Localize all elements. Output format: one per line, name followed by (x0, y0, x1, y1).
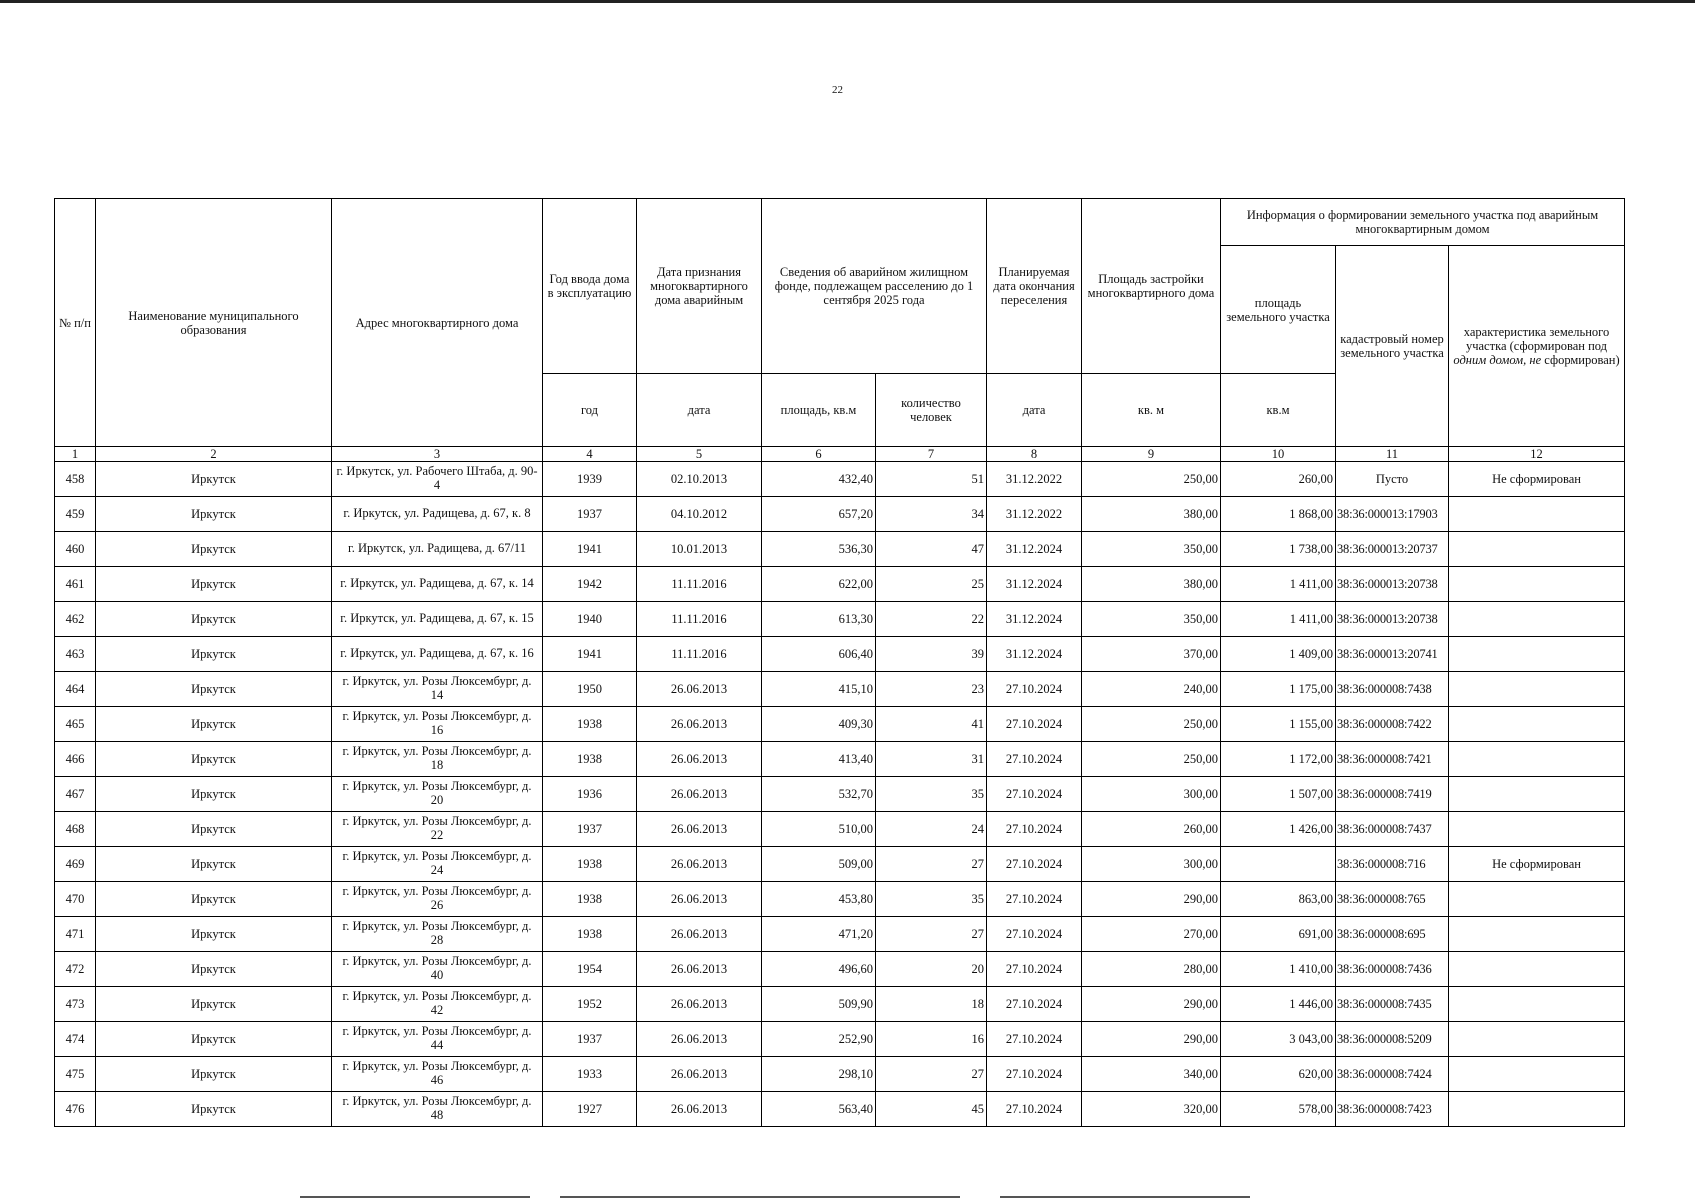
unit-planned-date: дата (987, 374, 1082, 447)
column-number: 3 (332, 447, 543, 462)
column-number: 6 (762, 447, 876, 462)
land-characteristic-cell (1449, 952, 1625, 987)
address-cell: г. Иркутск, ул. Розы Люксембург, д. 16 (332, 707, 543, 742)
table-row (55, 812, 1625, 847)
recognition-date-cell: 26.06.2013 (637, 777, 762, 812)
emergency-area-cell: 509,00 (762, 847, 876, 882)
land-characteristic-cell (1449, 1092, 1625, 1127)
land-characteristic-cell (1449, 602, 1625, 637)
cadastral-number-cell: 38:36:000008:7423 (1336, 1092, 1449, 1127)
people-count-cell: 27 (876, 917, 987, 952)
building-area-cell: 350,00 (1082, 532, 1221, 567)
planned-date-cell: 31.12.2022 (987, 462, 1082, 497)
municipality-cell: Иркутск (96, 1057, 332, 1092)
planned-date-cell: 27.10.2024 (987, 672, 1082, 707)
cadastral-number-cell: 38:36:000008:7419 (1336, 777, 1449, 812)
unit-area: площадь, кв.м (762, 374, 876, 447)
address-cell: г. Иркутск, ул. Розы Люксембург, д. 40 (332, 952, 543, 987)
year-cell: 1933 (543, 1057, 637, 1092)
row-number-cell: 469 (55, 847, 96, 882)
header-planned-date: Планируемая дата окончания переселения (987, 199, 1082, 374)
municipality-cell: Иркутск (96, 1022, 332, 1057)
table-row (55, 462, 1625, 497)
row-number-cell: 464 (55, 672, 96, 707)
scan-line-mark (300, 1196, 530, 1198)
address-cell: г. Иркутск, ул. Розы Люксембург, д. 20 (332, 777, 543, 812)
page-number: 22 (832, 84, 843, 96)
cadastral-number-cell: Пусто (1336, 462, 1449, 497)
building-area-cell: 380,00 (1082, 567, 1221, 602)
planned-date-cell: 27.10.2024 (987, 707, 1082, 742)
building-area-cell: 290,00 (1082, 882, 1221, 917)
building-area-cell: 290,00 (1082, 1022, 1221, 1057)
planned-date-cell: 31.12.2024 (987, 602, 1082, 637)
planned-date-cell: 27.10.2024 (987, 1022, 1082, 1057)
column-number-row (55, 447, 1625, 462)
table-row (55, 847, 1625, 882)
cadastral-number-cell: 38:36:000008:7437 (1336, 812, 1449, 847)
land-area-cell: 578,00 (1221, 1092, 1336, 1127)
emergency-housing-table (54, 198, 1625, 1127)
year-cell: 1938 (543, 707, 637, 742)
cadastral-number-cell: 38:36:000008:7438 (1336, 672, 1449, 707)
row-number-cell: 461 (55, 567, 96, 602)
municipality-cell: Иркутск (96, 497, 332, 532)
land-characteristic-cell (1449, 917, 1625, 952)
emergency-area-cell: 252,90 (762, 1022, 876, 1057)
land-characteristic-cell (1449, 812, 1625, 847)
column-number: 2 (96, 447, 332, 462)
municipality-cell: Иркутск (96, 777, 332, 812)
cadastral-number-cell: 38:36:000008:7435 (1336, 987, 1449, 1022)
column-number: 11 (1336, 447, 1449, 462)
planned-date-cell: 27.10.2024 (987, 882, 1082, 917)
planned-date-cell: 27.10.2024 (987, 777, 1082, 812)
address-cell: г. Иркутск, ул. Розы Люксембург, д. 28 (332, 917, 543, 952)
land-characteristic-cell (1449, 567, 1625, 602)
land-area-cell (1221, 847, 1336, 882)
municipality-cell: Иркутск (96, 462, 332, 497)
municipality-cell: Иркутск (96, 987, 332, 1022)
scan-line-mark (560, 1196, 960, 1198)
people-count-cell: 47 (876, 532, 987, 567)
people-count-cell: 41 (876, 707, 987, 742)
land-characteristic-cell (1449, 532, 1625, 567)
planned-date-cell: 31.12.2024 (987, 532, 1082, 567)
recognition-date-cell: 11.11.2016 (637, 602, 762, 637)
emergency-area-cell: 432,40 (762, 462, 876, 497)
header-recognition-date: Дата признания многоквартирного дома аварийным (637, 199, 762, 374)
address-cell: г. Иркутск, ул. Розы Люксембург, д. 42 (332, 987, 543, 1022)
unit-people: количество человек (876, 374, 987, 447)
table-row (55, 637, 1625, 672)
header-land-characteristic (1449, 246, 1625, 447)
recognition-date-cell: 26.06.2013 (637, 987, 762, 1022)
emergency-area-cell: 496,60 (762, 952, 876, 987)
emergency-area-cell: 606,40 (762, 637, 876, 672)
land-area-cell: 1 868,00 (1221, 497, 1336, 532)
emergency-area-cell: 532,70 (762, 777, 876, 812)
header-land-area: площадь земельного участка (1221, 246, 1336, 374)
address-cell: г. Иркутск, ул. Розы Люксембург, д. 26 (332, 882, 543, 917)
table-row (55, 742, 1625, 777)
people-count-cell: 22 (876, 602, 987, 637)
table-row (55, 952, 1625, 987)
unit-date: дата (637, 374, 762, 447)
cadastral-number-cell: 38:36:000008:765 (1336, 882, 1449, 917)
land-area-cell: 1 409,00 (1221, 637, 1336, 672)
land-area-cell: 1 426,00 (1221, 812, 1336, 847)
emergency-area-cell: 622,00 (762, 567, 876, 602)
municipality-cell: Иркутск (96, 567, 332, 602)
land-characteristic-cell (1449, 1022, 1625, 1057)
land-characteristic-cell (1449, 1057, 1625, 1092)
planned-date-cell: 27.10.2024 (987, 1092, 1082, 1127)
year-cell: 1950 (543, 672, 637, 707)
land-area-cell: 1 738,00 (1221, 532, 1336, 567)
unit-land-area: кв.м (1221, 374, 1336, 447)
emergency-area-cell: 415,10 (762, 672, 876, 707)
land-area-cell: 260,00 (1221, 462, 1336, 497)
year-cell: 1936 (543, 777, 637, 812)
planned-date-cell: 31.12.2024 (987, 637, 1082, 672)
municipality-cell: Иркутск (96, 532, 332, 567)
land-area-cell: 863,00 (1221, 882, 1336, 917)
cadastral-number-cell: 38:36:000008:7422 (1336, 707, 1449, 742)
land-area-cell: 691,00 (1221, 917, 1336, 952)
emergency-area-cell: 409,30 (762, 707, 876, 742)
municipality-cell: Иркутск (96, 847, 332, 882)
emergency-area-cell: 613,30 (762, 602, 876, 637)
address-cell: г. Иркутск, ул. Радищева, д. 67, к. 14 (332, 567, 543, 602)
table-body (55, 462, 1625, 1127)
cadastral-number-cell: 38:36:000008:7424 (1336, 1057, 1449, 1092)
building-area-cell: 300,00 (1082, 847, 1221, 882)
planned-date-cell: 31.12.2022 (987, 497, 1082, 532)
cadastral-number-cell: 38:36:000013:20737 (1336, 532, 1449, 567)
year-cell: 1939 (543, 462, 637, 497)
planned-date-cell: 27.10.2024 (987, 987, 1082, 1022)
building-area-cell: 250,00 (1082, 742, 1221, 777)
recognition-date-cell: 26.06.2013 (637, 952, 762, 987)
table-row (55, 1057, 1625, 1092)
row-number-cell: 471 (55, 917, 96, 952)
planned-date-cell: 27.10.2024 (987, 1057, 1082, 1092)
row-number-cell: 475 (55, 1057, 96, 1092)
recognition-date-cell: 26.06.2013 (637, 882, 762, 917)
people-count-cell: 24 (876, 812, 987, 847)
land-characteristic-cell (1449, 637, 1625, 672)
address-cell: г. Иркутск, ул. Радищева, д. 67, к. 16 (332, 637, 543, 672)
planned-date-cell: 27.10.2024 (987, 812, 1082, 847)
page-top-border (0, 0, 1695, 3)
table-row (55, 497, 1625, 532)
column-number: 4 (543, 447, 637, 462)
building-area-cell: 350,00 (1082, 602, 1221, 637)
land-characteristic-cell (1449, 987, 1625, 1022)
recognition-date-cell: 04.10.2012 (637, 497, 762, 532)
recognition-date-cell: 26.06.2013 (637, 847, 762, 882)
emergency-area-cell: 453,80 (762, 882, 876, 917)
municipality-cell: Иркутск (96, 882, 332, 917)
land-area-cell: 1 411,00 (1221, 602, 1336, 637)
table-row (55, 1022, 1625, 1057)
year-cell: 1938 (543, 742, 637, 777)
people-count-cell: 18 (876, 987, 987, 1022)
emergency-area-cell: 510,00 (762, 812, 876, 847)
row-number-cell: 476 (55, 1092, 96, 1127)
column-number: 8 (987, 447, 1082, 462)
municipality-cell: Иркутск (96, 637, 332, 672)
people-count-cell: 23 (876, 672, 987, 707)
land-area-cell: 620,00 (1221, 1057, 1336, 1092)
land-characteristic-cell: Не сформирован (1449, 462, 1625, 497)
land-area-cell: 1 410,00 (1221, 952, 1336, 987)
cadastral-number-cell: 38:36:000013:20738 (1336, 602, 1449, 637)
land-characteristic-cell (1449, 497, 1625, 532)
land-area-cell: 1 155,00 (1221, 707, 1336, 742)
people-count-cell: 35 (876, 882, 987, 917)
municipality-cell: Иркутск (96, 952, 332, 987)
cadastral-number-cell: 38:36:000008:7436 (1336, 952, 1449, 987)
land-characteristic-cell: Не сформирован (1449, 847, 1625, 882)
scan-line-mark (1000, 1196, 1250, 1198)
row-number-cell: 473 (55, 987, 96, 1022)
address-cell: г. Иркутск, ул. Рабочего Штаба, д. 90-4 (332, 462, 543, 497)
row-number-cell: 467 (55, 777, 96, 812)
recognition-date-cell: 26.06.2013 (637, 812, 762, 847)
municipality-cell: Иркутск (96, 672, 332, 707)
table-row (55, 672, 1625, 707)
year-cell: 1954 (543, 952, 637, 987)
address-cell: г. Иркутск, ул. Розы Люксембург, д. 24 (332, 847, 543, 882)
people-count-cell: 20 (876, 952, 987, 987)
municipality-cell: Иркутск (96, 812, 332, 847)
people-count-cell: 34 (876, 497, 987, 532)
building-area-cell: 340,00 (1082, 1057, 1221, 1092)
land-area-cell: 1 446,00 (1221, 987, 1336, 1022)
row-number-cell: 474 (55, 1022, 96, 1057)
land-characteristic-cell (1449, 707, 1625, 742)
cadastral-number-cell: 38:36:000013:20741 (1336, 637, 1449, 672)
planned-date-cell: 27.10.2024 (987, 742, 1082, 777)
recognition-date-cell: 26.06.2013 (637, 917, 762, 952)
row-number-cell: 460 (55, 532, 96, 567)
year-cell: 1941 (543, 637, 637, 672)
people-count-cell: 45 (876, 1092, 987, 1127)
table-row (55, 707, 1625, 742)
recognition-date-cell: 26.06.2013 (637, 1057, 762, 1092)
building-area-cell: 240,00 (1082, 672, 1221, 707)
year-cell: 1937 (543, 1022, 637, 1057)
address-cell: г. Иркутск, ул. Розы Люксембург, д. 48 (332, 1092, 543, 1127)
municipality-cell: Иркутск (96, 742, 332, 777)
table-row (55, 882, 1625, 917)
building-area-cell: 290,00 (1082, 987, 1221, 1022)
emergency-area-cell: 657,20 (762, 497, 876, 532)
header-land-char-line1: характеристика земельного участка (сформирован под (1463, 325, 1610, 353)
municipality-cell: Иркутск (96, 1092, 332, 1127)
address-cell: г. Иркутск, ул. Радищева, д. 67/11 (332, 532, 543, 567)
municipality-cell: Иркутск (96, 707, 332, 742)
address-cell: г. Иркутск, ул. Розы Люксембург, д. 18 (332, 742, 543, 777)
building-area-cell: 370,00 (1082, 637, 1221, 672)
year-cell: 1938 (543, 847, 637, 882)
building-area-cell: 270,00 (1082, 917, 1221, 952)
year-cell: 1937 (543, 497, 637, 532)
year-cell: 1937 (543, 812, 637, 847)
header-land-char-line3: сформирован) (1544, 353, 1620, 367)
recognition-date-cell: 26.06.2013 (637, 1092, 762, 1127)
header-address: Адрес многоквартирного дома (332, 199, 543, 447)
land-characteristic-cell (1449, 742, 1625, 777)
planned-date-cell: 27.10.2024 (987, 847, 1082, 882)
row-number-cell: 459 (55, 497, 96, 532)
header-land-char-italic: одним домом, не (1453, 353, 1542, 367)
cadastral-number-cell: 38:36:000013:20738 (1336, 567, 1449, 602)
people-count-cell: 51 (876, 462, 987, 497)
header-year: Год ввода дома в эксплуатацию (543, 199, 637, 374)
year-cell: 1941 (543, 532, 637, 567)
unit-building-area: кв. м (1082, 374, 1221, 447)
planned-date-cell: 27.10.2024 (987, 917, 1082, 952)
table-row (55, 917, 1625, 952)
land-area-cell: 1 175,00 (1221, 672, 1336, 707)
address-cell: г. Иркутск, ул. Радищева, д. 67, к. 15 (332, 602, 543, 637)
recognition-date-cell: 26.06.2013 (637, 707, 762, 742)
header-building-area: Площадь застройки многоквартирного дома (1082, 199, 1221, 374)
address-cell: г. Иркутск, ул. Розы Люксембург, д. 22 (332, 812, 543, 847)
table-row (55, 602, 1625, 637)
row-number-cell: 465 (55, 707, 96, 742)
cadastral-number-cell: 38:36:000008:5209 (1336, 1022, 1449, 1057)
emergency-area-cell: 536,30 (762, 532, 876, 567)
building-area-cell: 260,00 (1082, 812, 1221, 847)
people-count-cell: 25 (876, 567, 987, 602)
emergency-area-cell: 509,90 (762, 987, 876, 1022)
recognition-date-cell: 11.11.2016 (637, 567, 762, 602)
people-count-cell: 27 (876, 847, 987, 882)
building-area-cell: 250,00 (1082, 462, 1221, 497)
building-area-cell: 300,00 (1082, 777, 1221, 812)
column-number: 1 (55, 447, 96, 462)
year-cell: 1938 (543, 917, 637, 952)
land-characteristic-cell (1449, 672, 1625, 707)
table-row (55, 987, 1625, 1022)
people-count-cell: 27 (876, 1057, 987, 1092)
recognition-date-cell: 10.01.2013 (637, 532, 762, 567)
land-area-cell: 1 411,00 (1221, 567, 1336, 602)
planned-date-cell: 27.10.2024 (987, 952, 1082, 987)
row-number-cell: 462 (55, 602, 96, 637)
address-cell: г. Иркутск, ул. Радищева, д. 67, к. 8 (332, 497, 543, 532)
header-num: № п/п (55, 199, 96, 447)
table-row (55, 567, 1625, 602)
emergency-area-cell: 413,40 (762, 742, 876, 777)
emergency-area-cell: 563,40 (762, 1092, 876, 1127)
recognition-date-cell: 11.11.2016 (637, 637, 762, 672)
table-row (55, 532, 1625, 567)
land-characteristic-cell (1449, 777, 1625, 812)
row-number-cell: 470 (55, 882, 96, 917)
recognition-date-cell: 26.06.2013 (637, 1022, 762, 1057)
unit-year: год (543, 374, 637, 447)
cadastral-number-cell: 38:36:000008:7421 (1336, 742, 1449, 777)
people-count-cell: 35 (876, 777, 987, 812)
year-cell: 1938 (543, 882, 637, 917)
row-number-cell: 468 (55, 812, 96, 847)
header-land-info: Информация о формировании земельного участка под аварийным многоквартирным домом (1221, 199, 1625, 246)
building-area-cell: 250,00 (1082, 707, 1221, 742)
cadastral-number-cell: 38:36:000013:17903 (1336, 497, 1449, 532)
land-area-cell: 3 043,00 (1221, 1022, 1336, 1057)
people-count-cell: 31 (876, 742, 987, 777)
people-count-cell: 16 (876, 1022, 987, 1057)
land-area-cell: 1 172,00 (1221, 742, 1336, 777)
emergency-area-cell: 298,10 (762, 1057, 876, 1092)
building-area-cell: 320,00 (1082, 1092, 1221, 1127)
building-area-cell: 280,00 (1082, 952, 1221, 987)
year-cell: 1952 (543, 987, 637, 1022)
municipality-cell: Иркутск (96, 602, 332, 637)
recognition-date-cell: 26.06.2013 (637, 742, 762, 777)
row-number-cell: 466 (55, 742, 96, 777)
column-number: 5 (637, 447, 762, 462)
column-number: 9 (1082, 447, 1221, 462)
recognition-date-cell: 26.06.2013 (637, 672, 762, 707)
address-cell: г. Иркутск, ул. Розы Люксембург, д. 14 (332, 672, 543, 707)
land-area-cell: 1 507,00 (1221, 777, 1336, 812)
year-cell: 1940 (543, 602, 637, 637)
municipality-cell: Иркутск (96, 917, 332, 952)
address-cell: г. Иркутск, ул. Розы Люксембург, д. 44 (332, 1022, 543, 1057)
column-number: 10 (1221, 447, 1336, 462)
emergency-area-cell: 471,20 (762, 917, 876, 952)
header-municipality: Наименование муниципального образования (96, 199, 332, 447)
year-cell: 1942 (543, 567, 637, 602)
header-emergency-info: Сведения об аварийном жилищном фонде, подлежащем расселению до 1 сентября 2025 года (762, 199, 987, 374)
planned-date-cell: 31.12.2024 (987, 567, 1082, 602)
people-count-cell: 39 (876, 637, 987, 672)
address-cell: г. Иркутск, ул. Розы Люксембург, д. 46 (332, 1057, 543, 1092)
table-row (55, 1092, 1625, 1127)
row-number-cell: 463 (55, 637, 96, 672)
cadastral-number-cell: 38:36:000008:695 (1336, 917, 1449, 952)
cadastral-number-cell: 38:36:000008:716 (1336, 847, 1449, 882)
row-number-cell: 458 (55, 462, 96, 497)
year-cell: 1927 (543, 1092, 637, 1127)
building-area-cell: 380,00 (1082, 497, 1221, 532)
row-number-cell: 472 (55, 952, 96, 987)
header-cadastral: кадастровый номер земельного участка (1336, 246, 1449, 447)
table-row (55, 777, 1625, 812)
recognition-date-cell: 02.10.2013 (637, 462, 762, 497)
land-characteristic-cell (1449, 882, 1625, 917)
column-number: 12 (1449, 447, 1625, 462)
column-number: 7 (876, 447, 987, 462)
